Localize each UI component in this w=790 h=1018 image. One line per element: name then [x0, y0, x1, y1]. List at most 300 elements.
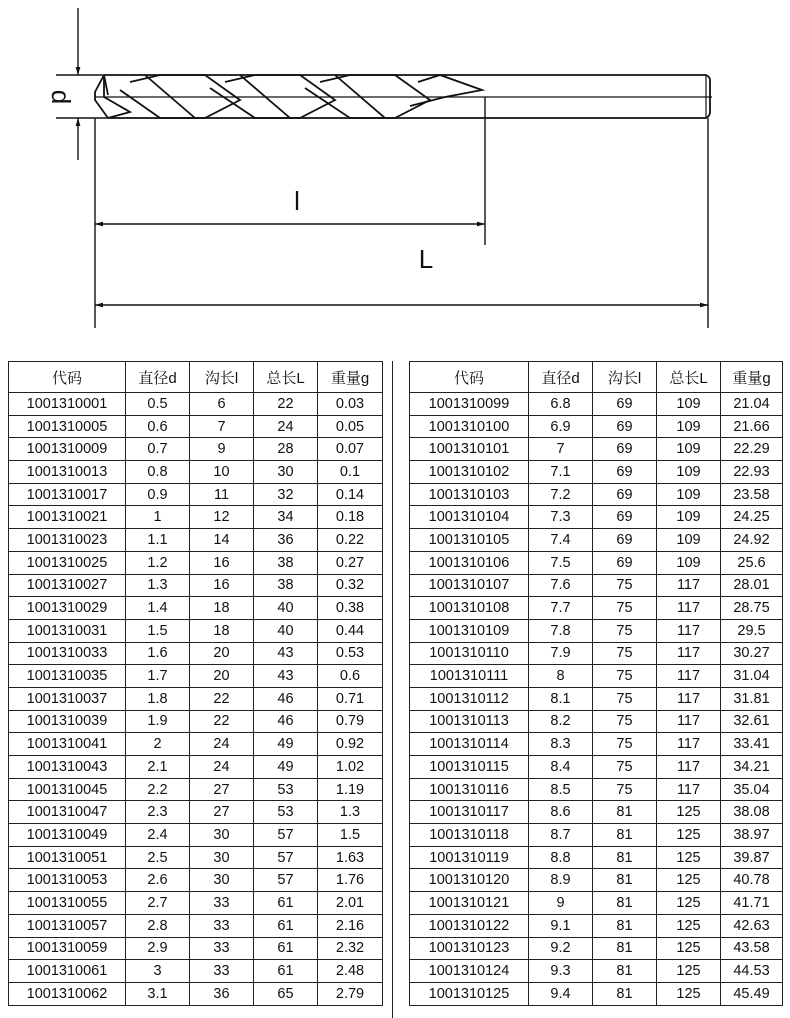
cell-diameter: 1: [126, 506, 190, 529]
cell-diameter: 2: [126, 733, 190, 756]
cell-total-length: 53: [254, 778, 318, 801]
cell-weight: 0.32: [318, 574, 383, 597]
cell-weight: 25.6: [721, 551, 783, 574]
cell-diameter: 9.1: [529, 914, 593, 937]
cell-total-length: 125: [657, 801, 721, 824]
cell-weight: 31.81: [721, 687, 783, 710]
cell-weight: 31.04: [721, 665, 783, 688]
table-row: [9, 506, 383, 529]
header-code: 代码: [9, 362, 126, 393]
cell-weight: 0.1: [318, 461, 383, 484]
table-row: [9, 982, 383, 1005]
cell-code: 1001310104: [410, 506, 529, 529]
cell-flute-length: 75: [593, 597, 657, 620]
cell-diameter: 6.8: [529, 393, 593, 416]
cell-code: 1001310057: [9, 914, 126, 937]
cell-diameter: 0.8: [126, 461, 190, 484]
cell-flute-length: 75: [593, 642, 657, 665]
table-row: [9, 914, 383, 937]
cell-code: 1001310041: [9, 733, 126, 756]
cell-code: 1001310039: [9, 710, 126, 733]
table-row: [410, 960, 783, 983]
table-row: [9, 710, 383, 733]
cell-weight: 38.08: [721, 801, 783, 824]
table-row: [410, 778, 783, 801]
cell-flute-length: 75: [593, 710, 657, 733]
table-row: [410, 914, 783, 937]
cell-weight: 32.61: [721, 710, 783, 733]
table-row: [410, 483, 783, 506]
cell-weight: 42.63: [721, 914, 783, 937]
cell-flute-length: 30: [190, 846, 254, 869]
cell-weight: 21.66: [721, 415, 783, 438]
cell-diameter: 8.4: [529, 756, 593, 779]
cell-weight: 41.71: [721, 892, 783, 915]
cell-flute-length: 81: [593, 937, 657, 960]
cell-diameter: 8.7: [529, 824, 593, 847]
cell-flute-length: 36: [190, 982, 254, 1005]
table-row: [9, 438, 383, 461]
cell-weight: 40.78: [721, 869, 783, 892]
cell-total-length: 117: [657, 733, 721, 756]
cell-weight: 23.58: [721, 483, 783, 506]
cell-total-length: 117: [657, 665, 721, 688]
table-row: [410, 846, 783, 869]
cell-total-length: 117: [657, 687, 721, 710]
cell-weight: 1.3: [318, 801, 383, 824]
table-row: [9, 960, 383, 983]
cell-code: 1001310053: [9, 869, 126, 892]
cell-flute-length: 18: [190, 619, 254, 642]
table-row: [410, 892, 783, 915]
cell-diameter: 1.8: [126, 687, 190, 710]
table-row: [410, 869, 783, 892]
cell-diameter: 2.4: [126, 824, 190, 847]
table-row: [9, 665, 383, 688]
cell-code: 1001310017: [9, 483, 126, 506]
cell-code: 1001310033: [9, 642, 126, 665]
cell-weight: 1.19: [318, 778, 383, 801]
cell-diameter: 0.5: [126, 393, 190, 416]
cell-flute-length: 69: [593, 461, 657, 484]
cell-diameter: 9: [529, 892, 593, 915]
cell-flute-length: 30: [190, 869, 254, 892]
table-row: [9, 824, 383, 847]
cell-total-length: 117: [657, 597, 721, 620]
table-row: [410, 687, 783, 710]
cell-total-length: 125: [657, 960, 721, 983]
cell-weight: 0.53: [318, 642, 383, 665]
cell-flute-length: 11: [190, 483, 254, 506]
cell-flute-length: 81: [593, 869, 657, 892]
cell-code: 1001310101: [410, 438, 529, 461]
cell-code: 1001310045: [9, 778, 126, 801]
header-weight: 重量g: [721, 362, 783, 393]
cell-flute-length: 81: [593, 960, 657, 983]
cell-code: 1001310120: [410, 869, 529, 892]
cell-flute-length: 69: [593, 438, 657, 461]
cell-diameter: 8: [529, 665, 593, 688]
cell-diameter: 1.4: [126, 597, 190, 620]
cell-code: 1001310111: [410, 665, 529, 688]
table-row: [410, 529, 783, 552]
cell-flute-length: 27: [190, 778, 254, 801]
cell-code: 1001310035: [9, 665, 126, 688]
cell-weight: 0.05: [318, 415, 383, 438]
cell-code: 1001310125: [410, 982, 529, 1005]
cell-total-length: 38: [254, 551, 318, 574]
table-row: [9, 483, 383, 506]
diameter-label: d: [46, 89, 76, 105]
table-row: [9, 461, 383, 484]
cell-total-length: 125: [657, 824, 721, 847]
cell-weight: 33.41: [721, 733, 783, 756]
table-row: [410, 982, 783, 1005]
table-row: [410, 393, 783, 416]
cell-code: 1001310110: [410, 642, 529, 665]
cell-code: 1001310027: [9, 574, 126, 597]
cell-diameter: 8.6: [529, 801, 593, 824]
cell-diameter: 2.1: [126, 756, 190, 779]
table-row: [9, 619, 383, 642]
cell-diameter: 7.9: [529, 642, 593, 665]
cell-weight: 2.01: [318, 892, 383, 915]
cell-total-length: 53: [254, 801, 318, 824]
cell-weight: 43.58: [721, 937, 783, 960]
table-row: [410, 619, 783, 642]
cell-code: 1001310021: [9, 506, 126, 529]
cell-diameter: 7.6: [529, 574, 593, 597]
cell-flute-length: 75: [593, 665, 657, 688]
cell-total-length: 30: [254, 461, 318, 484]
cell-diameter: 7.1: [529, 461, 593, 484]
cell-code: 1001310009: [9, 438, 126, 461]
cell-code: 1001310049: [9, 824, 126, 847]
cell-code: 1001310108: [410, 597, 529, 620]
cell-total-length: 109: [657, 551, 721, 574]
table-row: [410, 574, 783, 597]
cell-total-length: 28: [254, 438, 318, 461]
cell-total-length: 61: [254, 960, 318, 983]
header-flute-length: 沟长l: [190, 362, 254, 393]
cell-code: 1001310119: [410, 846, 529, 869]
cell-code: 1001310115: [410, 756, 529, 779]
cell-total-length: 34: [254, 506, 318, 529]
header-weight: 重量g: [318, 362, 383, 393]
header-code: 代码: [410, 362, 529, 393]
table-row: [410, 710, 783, 733]
spec-table-left: [8, 361, 383, 1006]
cell-weight: 2.16: [318, 914, 383, 937]
cell-flute-length: 10: [190, 461, 254, 484]
cell-flute-length: 12: [190, 506, 254, 529]
table-row: [9, 393, 383, 416]
cell-flute-length: 6: [190, 393, 254, 416]
cell-diameter: 2.9: [126, 937, 190, 960]
table-row: [9, 415, 383, 438]
cell-weight: 0.22: [318, 529, 383, 552]
cell-diameter: 3: [126, 960, 190, 983]
cell-flute-length: 81: [593, 801, 657, 824]
cell-weight: 0.03: [318, 393, 383, 416]
cell-total-length: 109: [657, 529, 721, 552]
table-row: [9, 529, 383, 552]
table-row: [410, 551, 783, 574]
cell-flute-length: 81: [593, 892, 657, 915]
header-flute-length: 沟长l: [593, 362, 657, 393]
cell-total-length: 32: [254, 483, 318, 506]
table-row: [410, 506, 783, 529]
cell-diameter: 7.2: [529, 483, 593, 506]
cell-total-length: 125: [657, 937, 721, 960]
table-row: [410, 733, 783, 756]
table-row: [410, 415, 783, 438]
cell-code: 1001310103: [410, 483, 529, 506]
cell-weight: 29.5: [721, 619, 783, 642]
spec-table-right: [409, 361, 783, 1006]
cell-code: 1001310113: [410, 710, 529, 733]
cell-flute-length: 20: [190, 642, 254, 665]
cell-flute-length: 16: [190, 551, 254, 574]
cell-code: 1001310043: [9, 756, 126, 779]
cell-flute-length: 69: [593, 529, 657, 552]
cell-diameter: 1.1: [126, 529, 190, 552]
cell-weight: 0.07: [318, 438, 383, 461]
cell-total-length: 125: [657, 892, 721, 915]
table-row: [410, 665, 783, 688]
cell-weight: 0.79: [318, 710, 383, 733]
table-row: [410, 824, 783, 847]
cell-total-length: 61: [254, 914, 318, 937]
table-row: [9, 597, 383, 620]
cell-diameter: 2.3: [126, 801, 190, 824]
cell-flute-length: 24: [190, 756, 254, 779]
cell-diameter: 1.5: [126, 619, 190, 642]
cell-diameter: 2.2: [126, 778, 190, 801]
cell-flute-length: 69: [593, 483, 657, 506]
cell-total-length: 117: [657, 756, 721, 779]
cell-flute-length: 33: [190, 914, 254, 937]
cell-flute-length: 33: [190, 960, 254, 983]
cell-total-length: 109: [657, 415, 721, 438]
table-row: [410, 642, 783, 665]
table-divider: [392, 361, 393, 1018]
cell-code: 1001310116: [410, 778, 529, 801]
header-total-length: 总长L: [657, 362, 721, 393]
cell-total-length: 125: [657, 982, 721, 1005]
cell-flute-length: 75: [593, 778, 657, 801]
cell-diameter: 2.6: [126, 869, 190, 892]
cell-code: 1001310029: [9, 597, 126, 620]
cell-diameter: 7.8: [529, 619, 593, 642]
cell-total-length: 43: [254, 665, 318, 688]
cell-code: 1001310059: [9, 937, 126, 960]
cell-diameter: 1.3: [126, 574, 190, 597]
table-row: [9, 756, 383, 779]
cell-flute-length: 30: [190, 824, 254, 847]
table-row: [9, 801, 383, 824]
cell-flute-length: 18: [190, 597, 254, 620]
cell-total-length: 36: [254, 529, 318, 552]
table-row: [410, 937, 783, 960]
cell-weight: 22.29: [721, 438, 783, 461]
cell-weight: 0.71: [318, 687, 383, 710]
header-total-length: 总长L: [254, 362, 318, 393]
cell-flute-length: 16: [190, 574, 254, 597]
cell-weight: 44.53: [721, 960, 783, 983]
cell-total-length: 117: [657, 710, 721, 733]
cell-flute-length: 7: [190, 415, 254, 438]
table-header-row: [9, 362, 383, 393]
cell-diameter: 2.8: [126, 914, 190, 937]
cell-flute-length: 33: [190, 937, 254, 960]
cell-weight: 1.5: [318, 824, 383, 847]
cell-code: 1001310117: [410, 801, 529, 824]
table-row: [9, 892, 383, 915]
cell-weight: 2.79: [318, 982, 383, 1005]
cell-weight: 2.32: [318, 937, 383, 960]
cell-code: 1001310013: [9, 461, 126, 484]
cell-diameter: 8.5: [529, 778, 593, 801]
cell-code: 1001310062: [9, 982, 126, 1005]
cell-total-length: 46: [254, 687, 318, 710]
cell-total-length: 24: [254, 415, 318, 438]
cell-total-length: 117: [657, 778, 721, 801]
cell-weight: 1.76: [318, 869, 383, 892]
cell-weight: 0.44: [318, 619, 383, 642]
table-row: [9, 574, 383, 597]
cell-diameter: 8.1: [529, 687, 593, 710]
cell-flute-length: 81: [593, 982, 657, 1005]
cell-weight: 22.93: [721, 461, 783, 484]
cell-diameter: 0.9: [126, 483, 190, 506]
cell-diameter: 3.1: [126, 982, 190, 1005]
cell-diameter: 1.9: [126, 710, 190, 733]
cell-flute-length: 75: [593, 687, 657, 710]
table-row: [410, 801, 783, 824]
cell-weight: 2.48: [318, 960, 383, 983]
cell-code: 1001310001: [9, 393, 126, 416]
cell-total-length: 61: [254, 892, 318, 915]
cell-diameter: 6.9: [529, 415, 593, 438]
cell-code: 1001310107: [410, 574, 529, 597]
cell-total-length: 43: [254, 642, 318, 665]
cell-flute-length: 33: [190, 892, 254, 915]
cell-code: 1001310061: [9, 960, 126, 983]
cell-weight: 1.63: [318, 846, 383, 869]
table-row: [410, 438, 783, 461]
cell-total-length: 109: [657, 483, 721, 506]
cell-diameter: 2.7: [126, 892, 190, 915]
table-row: [410, 597, 783, 620]
cell-flute-length: 81: [593, 824, 657, 847]
cell-total-length: 22: [254, 393, 318, 416]
cell-total-length: 117: [657, 574, 721, 597]
cell-diameter: 7.3: [529, 506, 593, 529]
cell-code: 1001310112: [410, 687, 529, 710]
cell-diameter: 8.8: [529, 846, 593, 869]
table-row: [9, 687, 383, 710]
cell-diameter: 0.6: [126, 415, 190, 438]
cell-flute-length: 75: [593, 574, 657, 597]
cell-flute-length: 81: [593, 846, 657, 869]
cell-flute-length: 20: [190, 665, 254, 688]
flute-length-label: l: [294, 186, 300, 216]
cell-diameter: 1.2: [126, 551, 190, 574]
cell-weight: 1.02: [318, 756, 383, 779]
cell-weight: 45.49: [721, 982, 783, 1005]
cell-weight: 0.18: [318, 506, 383, 529]
cell-total-length: 46: [254, 710, 318, 733]
cell-code: 1001310118: [410, 824, 529, 847]
cell-total-length: 109: [657, 393, 721, 416]
table-row: [9, 733, 383, 756]
cell-flute-length: 69: [593, 415, 657, 438]
cell-total-length: 109: [657, 461, 721, 484]
drill-outline: [95, 75, 712, 118]
cell-code: 1001310102: [410, 461, 529, 484]
cell-code: 1001310051: [9, 846, 126, 869]
cell-total-length: 49: [254, 733, 318, 756]
table-row: [9, 778, 383, 801]
cell-weight: 0.14: [318, 483, 383, 506]
cell-code: 1001310099: [410, 393, 529, 416]
cell-code: 1001310122: [410, 914, 529, 937]
cell-weight: 38.97: [721, 824, 783, 847]
cell-diameter: 8.9: [529, 869, 593, 892]
cell-total-length: 117: [657, 642, 721, 665]
cell-weight: 0.27: [318, 551, 383, 574]
cell-diameter: 7.5: [529, 551, 593, 574]
header-diameter: 直径d: [126, 362, 190, 393]
cell-total-length: 125: [657, 846, 721, 869]
cell-total-length: 61: [254, 937, 318, 960]
cell-total-length: 109: [657, 506, 721, 529]
table-row: [9, 551, 383, 574]
cell-total-length: 65: [254, 982, 318, 1005]
cell-weight: 0.92: [318, 733, 383, 756]
cell-weight: 34.21: [721, 756, 783, 779]
cell-flute-length: 69: [593, 551, 657, 574]
cell-code: 1001310037: [9, 687, 126, 710]
cell-total-length: 57: [254, 869, 318, 892]
cell-code: 1001310025: [9, 551, 126, 574]
cell-total-length: 57: [254, 846, 318, 869]
cell-weight: 24.25: [721, 506, 783, 529]
cell-weight: 28.75: [721, 597, 783, 620]
cell-diameter: 7: [529, 438, 593, 461]
cell-flute-length: 24: [190, 733, 254, 756]
cell-diameter: 1.6: [126, 642, 190, 665]
cell-code: 1001310031: [9, 619, 126, 642]
cell-code: 1001310123: [410, 937, 529, 960]
cell-code: 1001310124: [410, 960, 529, 983]
cell-diameter: 1.7: [126, 665, 190, 688]
cell-diameter: 9.3: [529, 960, 593, 983]
cell-flute-length: 69: [593, 393, 657, 416]
cell-flute-length: 22: [190, 687, 254, 710]
cell-diameter: 7.4: [529, 529, 593, 552]
cell-flute-length: 14: [190, 529, 254, 552]
cell-total-length: 109: [657, 438, 721, 461]
cell-total-length: 40: [254, 597, 318, 620]
header-diameter: 直径d: [529, 362, 593, 393]
cell-code: 1001310106: [410, 551, 529, 574]
cell-weight: 21.04: [721, 393, 783, 416]
cell-total-length: 117: [657, 619, 721, 642]
cell-weight: 35.04: [721, 778, 783, 801]
cell-diameter: 0.7: [126, 438, 190, 461]
